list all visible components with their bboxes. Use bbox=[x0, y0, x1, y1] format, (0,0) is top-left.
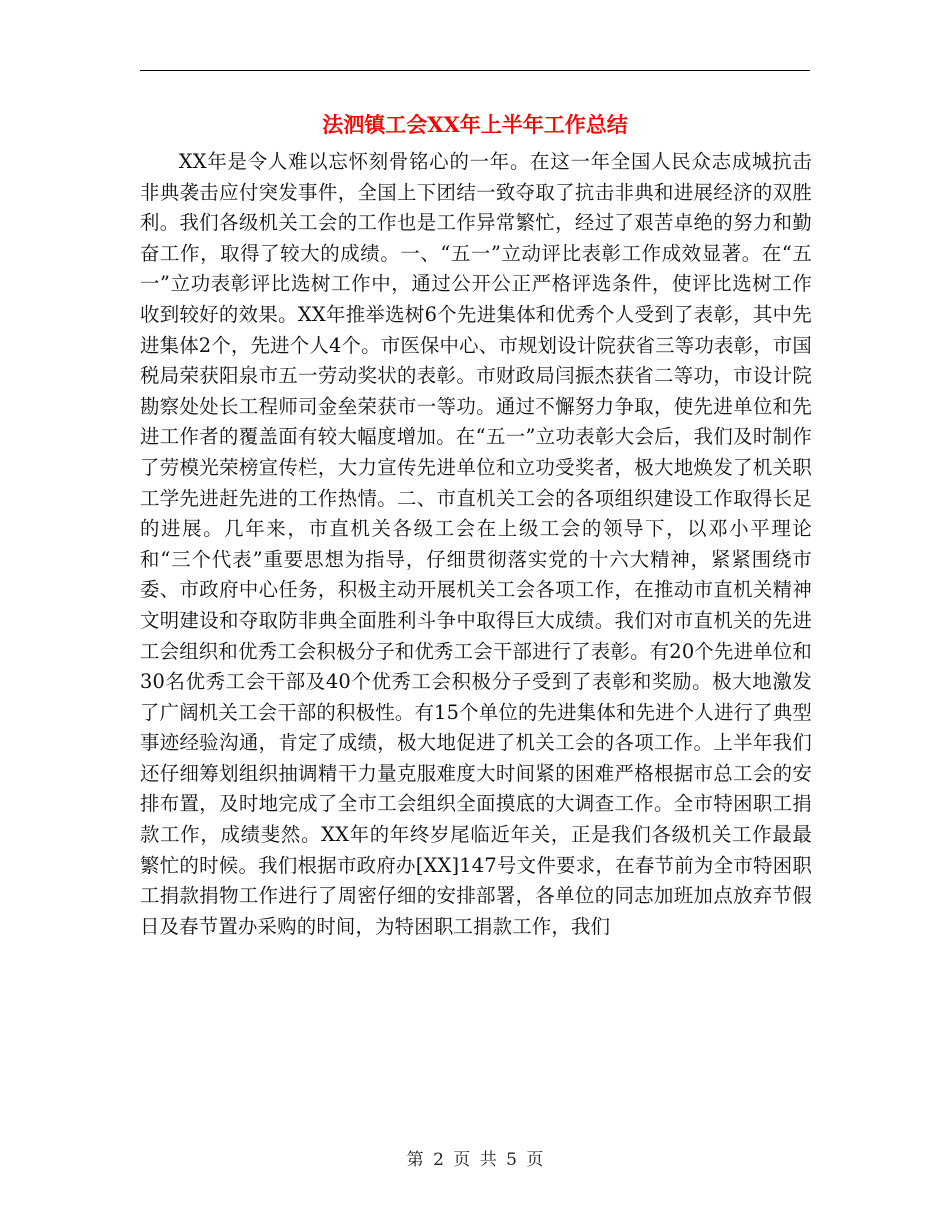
document-body: XX年是令人难以忘怀刻骨铭心的一年。在这一年全国人民众志成城抗击非典袭击应付突发事件，全国上下团结一致夺取了抗击非典和进展经济的双胜利。我们各级机关工会的工作也是工作异常繁忙，经过了艰苦卓绝的努力和勤奋工作，取得了较大的成绩。一、“五一”立动评比表彰工作成效显著。在“五一”立功表彰评比选树工作中，通过公开公正严格评选条件，使评比选树工作收到较好的效果。XX年推举选树6个先进集体和优秀个人受到了表彰，其中先进集体2个，先进个人4个。市医保中心、市规划设计院获省三等功表彰，市国税局荣获阳泉市五一劳动奖状的表彰。市财政局闫振杰获省二等功，市设计院勘察处处长工程师司金垒荣获市一等功。通过不懈努力争取，使先进单位和先进工作者的覆盖面有较大幅度增加。在“五一”立功表彰大会后，我们及时制作了劳模光荣榜宣传栏，大力宣传先进单位和立功受奖者，极大地焕发了机关职工学先进赶先进的工作热情。二、市直机关工会的各项组织建设工作取得长足的进展。几年来，市直机关各级工会在上级工会的领导下，以邓小平理论和“三个代表”重要思想为指导，仔细贯彻落实党的十六大精神，紧紧围绕市委、市政府中心任务，积极主动开展机关工会各项工作，在推动市直机关精神文明建设和夺取防非典全面胜利斗争中取得巨大成绩。我们对市直机关的先进工会组织和优秀工会积极分子和优秀工会干部进行了表彰。有20个先进单位和30名优秀工会干部及40个优秀工会积极分子受到了表彰和奖励。极大地激发了广阔机关工会干部的积极性。有15个单位的先进集体和先进个人进行了典型事迹经验沟通，肯定了成绩，极大地促进了机关工会的各项工作。上半年我们还仔细筹划组织抽调精干力量克服难度大时间紧的困难严格根据市总工会的安排布置，及时地完成了全市工会组织全面摸底的大调查工作。全市特困职工捐款工作，成绩斐然。XX年的年终岁尾临近年关，正是我们各级机关工作最最繁忙的时候。我们根据市政府办[XX]147号文件要求，在春节前为全市特困职工捐款捐物工作进行了周密仔细的安排部署，各单位的同志加班加点放弃节假日及春节置办采购的时间，为特困职工捐款工作，我们 bbox=[140, 150, 812, 938]
header-rule bbox=[140, 70, 810, 71]
page-number: 第 2 页 共 5 页 bbox=[406, 1150, 544, 1170]
document-title: 法泗镇工会XX年上半年工作总结 bbox=[322, 112, 628, 137]
